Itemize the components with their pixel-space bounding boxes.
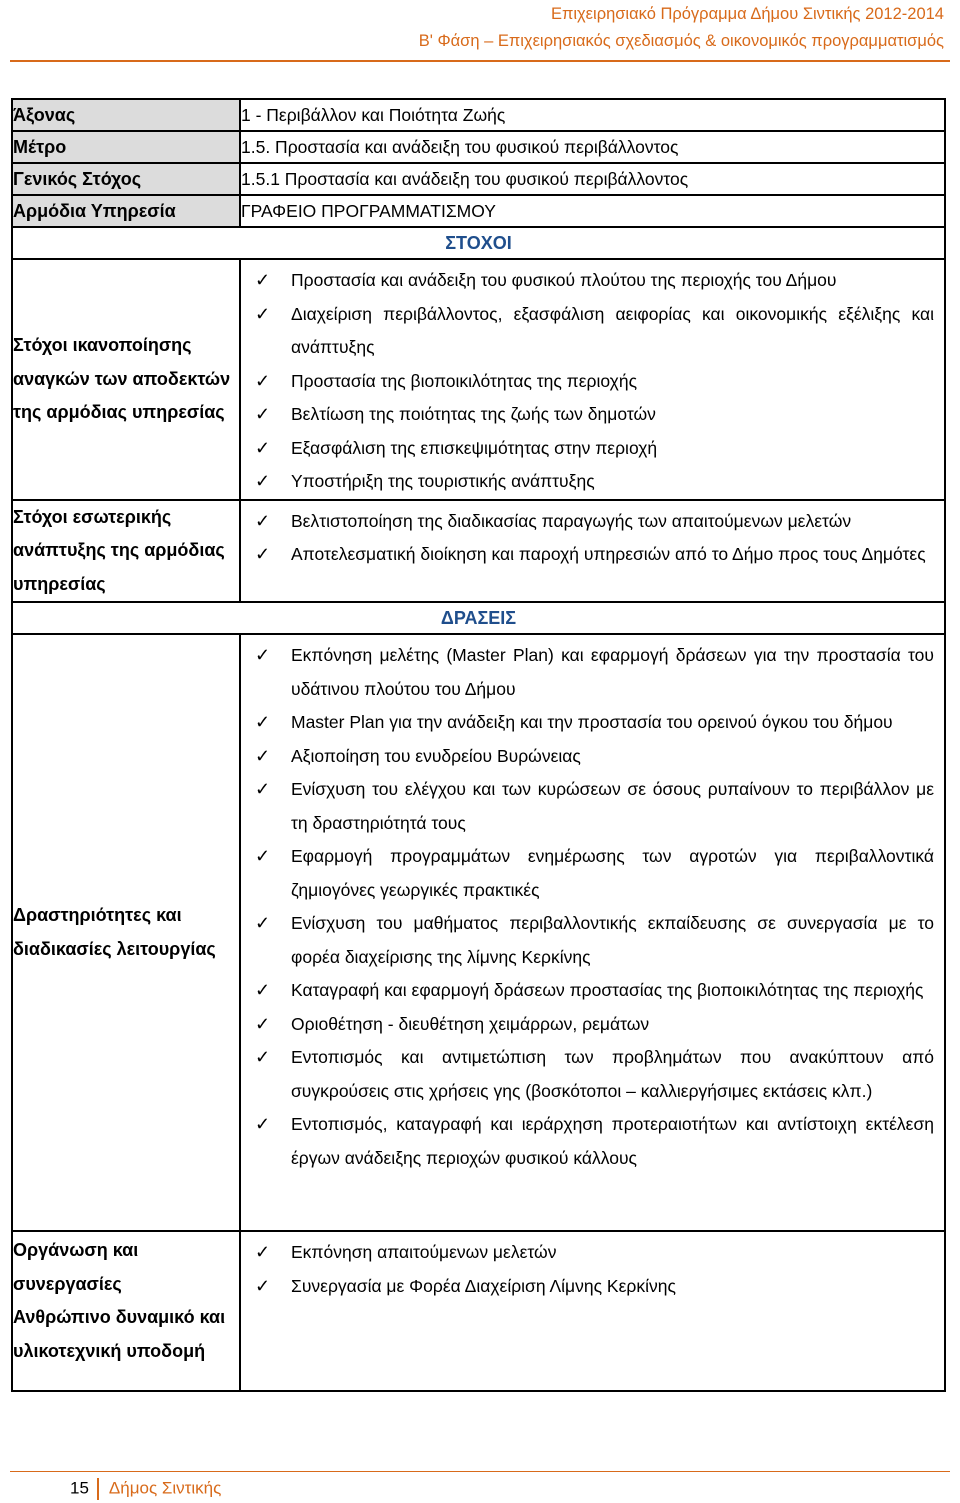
- checkmark-icon: ✓: [255, 270, 271, 290]
- footer-organization: Δήμος Σιντικής: [108, 1478, 222, 1498]
- activities-cell: [240, 634, 945, 1231]
- activities-label: Δραστηριότητες και διαδικασίες λειτουργίας: [12, 634, 240, 1231]
- internal-row: [12, 500, 945, 603]
- checklist-item: [241, 432, 944, 466]
- checklist-item: [241, 706, 944, 740]
- axis-value: 1 - Περιβάλλον και Ποιότητα Ζωής: [240, 99, 945, 131]
- header-title: Επιχειρησιακό Πρόγραμμα Δήμου Σιντικής 2012-2014: [550, 5, 944, 23]
- checklist-item-text: Εντοπισμός, καταγραφή και ιεράρχηση προτεραιοτήτων και αντίστοιχη εκτέλεση έργων ανάδειξης περιοχών φυσικού κάλλους: [291, 1114, 934, 1168]
- checkmark-icon: ✓: [255, 846, 271, 866]
- checklist-item: [241, 298, 944, 365]
- checklist-item-text: Προστασία και ανάδειξη του φυσικού πλούτου της περιοχής του Δήμου: [291, 270, 837, 290]
- service-row: [12, 195, 945, 227]
- internal-list: [241, 501, 944, 572]
- checkmark-icon: ✓: [255, 1013, 271, 1034]
- checklist-item-text: Εφαρμογή προγραμμάτων ενημέρωσης των αγροτών για περιβαλλοντικά ζημιογόνες γεωργικές πρακτικές: [291, 846, 934, 900]
- service-label: Αρμόδια Υπηρεσία: [12, 195, 240, 227]
- checkmark-icon: ✓: [255, 437, 271, 458]
- checklist-item-text: Προστασία της βιοποικιλότητας της περιοχής: [291, 370, 638, 391]
- footer-divider: [10, 1471, 950, 1472]
- checklist-item: [241, 398, 944, 432]
- footer-separator: [97, 1478, 99, 1500]
- checklist-item: [241, 465, 944, 499]
- axis-label: Άξονας: [12, 99, 240, 131]
- checklist-item-text: Διαχείριση περιβάλλοντος, εξασφάλιση αειφορίας και οικονομικής εξέλιξης και ανάπτυξης: [291, 303, 934, 357]
- needs-row: [12, 259, 945, 500]
- checklist-item: [241, 264, 944, 298]
- header-divider: [10, 60, 950, 62]
- checklist-item-text: Εντοπισμός και αντιμετώπιση των προβλημάτων που ανακύπτουν από συγκρούσεις στις χρήσεις γης (βοσκότοποι – καλλιεργήσιμες εκτάσεις κλπ.): [291, 1047, 934, 1101]
- checklist-item: [241, 773, 944, 840]
- internal-cell: [240, 500, 945, 603]
- checklist-item: [241, 538, 944, 572]
- header-subtitle: Β' Φάση – Επιχειρησιακός σχεδιασμός & οικονομικός προγραμματισμός: [418, 32, 944, 50]
- checkmark-icon: ✓: [255, 913, 271, 933]
- checkmark-icon: ✓: [255, 1114, 271, 1134]
- checklist-item-text: Αποτελεσματική διοίκηση και παροχή υπηρεσιών από το Δήμο προς τους Δημότες: [291, 544, 926, 564]
- checklist-item: [241, 974, 944, 1008]
- checklist-item-text: Καταγραφή και εφαρμογή δράσεων προστασίας της βιοποικιλότητας της περιοχής: [291, 980, 924, 1000]
- checklist-item-text: Υποστήριξη της τουριστικής ανάπτυξης: [291, 471, 595, 491]
- checkmark-icon: ✓: [255, 645, 271, 665]
- goal-value: 1.5.1 Προστασία και ανάδειξη του φυσικού περιβάλλοντος: [240, 163, 945, 195]
- checkmark-icon: ✓: [255, 303, 271, 324]
- org-label: Οργάνωση και συνεργασίες: [13, 1240, 139, 1294]
- org-row: [12, 1231, 945, 1391]
- plan-table: [11, 98, 946, 1392]
- checklist-item: [241, 365, 944, 399]
- measure-label: Μέτρο: [12, 131, 240, 163]
- checkmark-icon: ✓: [255, 1275, 271, 1296]
- checklist-item: [241, 1041, 944, 1108]
- page-footer: [70, 1478, 221, 1500]
- org-cell: [240, 1231, 945, 1391]
- checklist-item-text: Βελτιστοποίηση της διαδικασίας παραγωγής των απαιτούμενων μελετών: [291, 510, 852, 531]
- needs-cell: [240, 259, 945, 500]
- checklist-item-text: Εκπόνηση μελέτης (Master Plan) και εφαρμογή δράσεων για την προστασία του υδάτινου πλούτου του Δήμου: [291, 645, 934, 699]
- checklist-item: [241, 639, 944, 706]
- service-value: ΓΡΑΦΕΙΟ ΠΡΟΓΡΑΜΜΑΤΙΣΜΟΥ: [240, 195, 945, 227]
- checklist-item: [241, 740, 944, 774]
- checkmark-icon: ✓: [255, 544, 271, 564]
- checkmark-icon: ✓: [255, 404, 271, 424]
- checklist-item-text: Συνεργασία με Φορέα Διαχείριση Λίμνης Κερκίνης: [291, 1275, 676, 1296]
- activities-row: [12, 634, 945, 1231]
- org-list: [241, 1232, 944, 1303]
- checklist-item: [241, 840, 944, 907]
- goal-label: Γενικός Στόχος: [12, 163, 240, 195]
- checkmark-icon: ✓: [255, 779, 271, 799]
- actions-heading: ΔΡΑΣΕΙΣ: [12, 602, 945, 634]
- objectives-heading-row: [12, 227, 945, 259]
- checklist-item-text: Αξιοποίηση του ενυδρείου Βυρώνειας: [291, 745, 581, 766]
- checklist-item: [241, 1236, 944, 1270]
- internal-label: Στόχοι εσωτερικής ανάπτυξης της αρμόδιας υπηρεσίας: [12, 500, 240, 603]
- needs-list: [241, 260, 944, 499]
- checkmark-icon: ✓: [255, 471, 271, 491]
- actions-heading-row: [12, 602, 945, 634]
- checklist-item: [241, 1008, 944, 1042]
- checkmark-icon: ✓: [255, 1242, 271, 1262]
- checkmark-icon: ✓: [255, 510, 271, 531]
- resources-label: Ανθρώπινο δυναμικό και υλικοτεχνική υποδομή: [13, 1307, 226, 1361]
- checkmark-icon: ✓: [255, 1047, 271, 1067]
- checklist-item-text: Βελτίωση της ποιότητας της ζωής των δημοτών: [291, 404, 656, 424]
- checklist-item-text: Εξασφάλιση της επισκεψιμότητας στην περιοχή: [291, 437, 658, 458]
- checkmark-icon: ✓: [255, 745, 271, 766]
- checkmark-icon: ✓: [255, 370, 271, 391]
- checklist-item-text: Ενίσχυση του ελέγχου και των κυρώσεων σε όσους ρυπαίνουν το περιβάλλον με τη δραστηριότητά τους: [291, 779, 934, 833]
- page-number: 15: [70, 1478, 89, 1498]
- checklist-item-text: Ενίσχυση του μαθήματος περιβαλλοντικής εκπαίδευσης σε συνεργασία με το φορέα διαχείρισης της λίμνης Κερκίνης: [291, 913, 934, 967]
- checklist-item: [241, 1270, 944, 1304]
- needs-label: Στόχοι ικανοποίησης αναγκών των αποδεκτών της αρμόδιας υπηρεσίας: [12, 259, 240, 500]
- goal-row: [12, 163, 945, 195]
- checklist-item: [241, 907, 944, 974]
- measure-row: [12, 131, 945, 163]
- checklist-item: [241, 1108, 944, 1175]
- checklist-item: [241, 505, 944, 539]
- axis-row: [12, 99, 945, 131]
- checkmark-icon: ✓: [255, 712, 271, 732]
- checklist-item-text: Master Plan για την ανάδειξη και την προστασία του ορεινού όγκου του δήμου: [291, 712, 893, 732]
- checkmark-icon: ✓: [255, 980, 271, 1000]
- checklist-item-text: Εκπόνηση απαιτούμενων μελετών: [291, 1242, 557, 1262]
- checklist-item-text: Οριοθέτηση - διευθέτηση χειμάρρων, ρεμάτων: [291, 1013, 650, 1034]
- measure-value: 1.5. Προστασία και ανάδειξη του φυσικού περιβάλλοντος: [240, 131, 945, 163]
- activities-list: [241, 635, 944, 1175]
- objectives-heading: ΣΤΟΧΟΙ: [12, 227, 945, 259]
- org-resources-cell: [12, 1231, 240, 1391]
